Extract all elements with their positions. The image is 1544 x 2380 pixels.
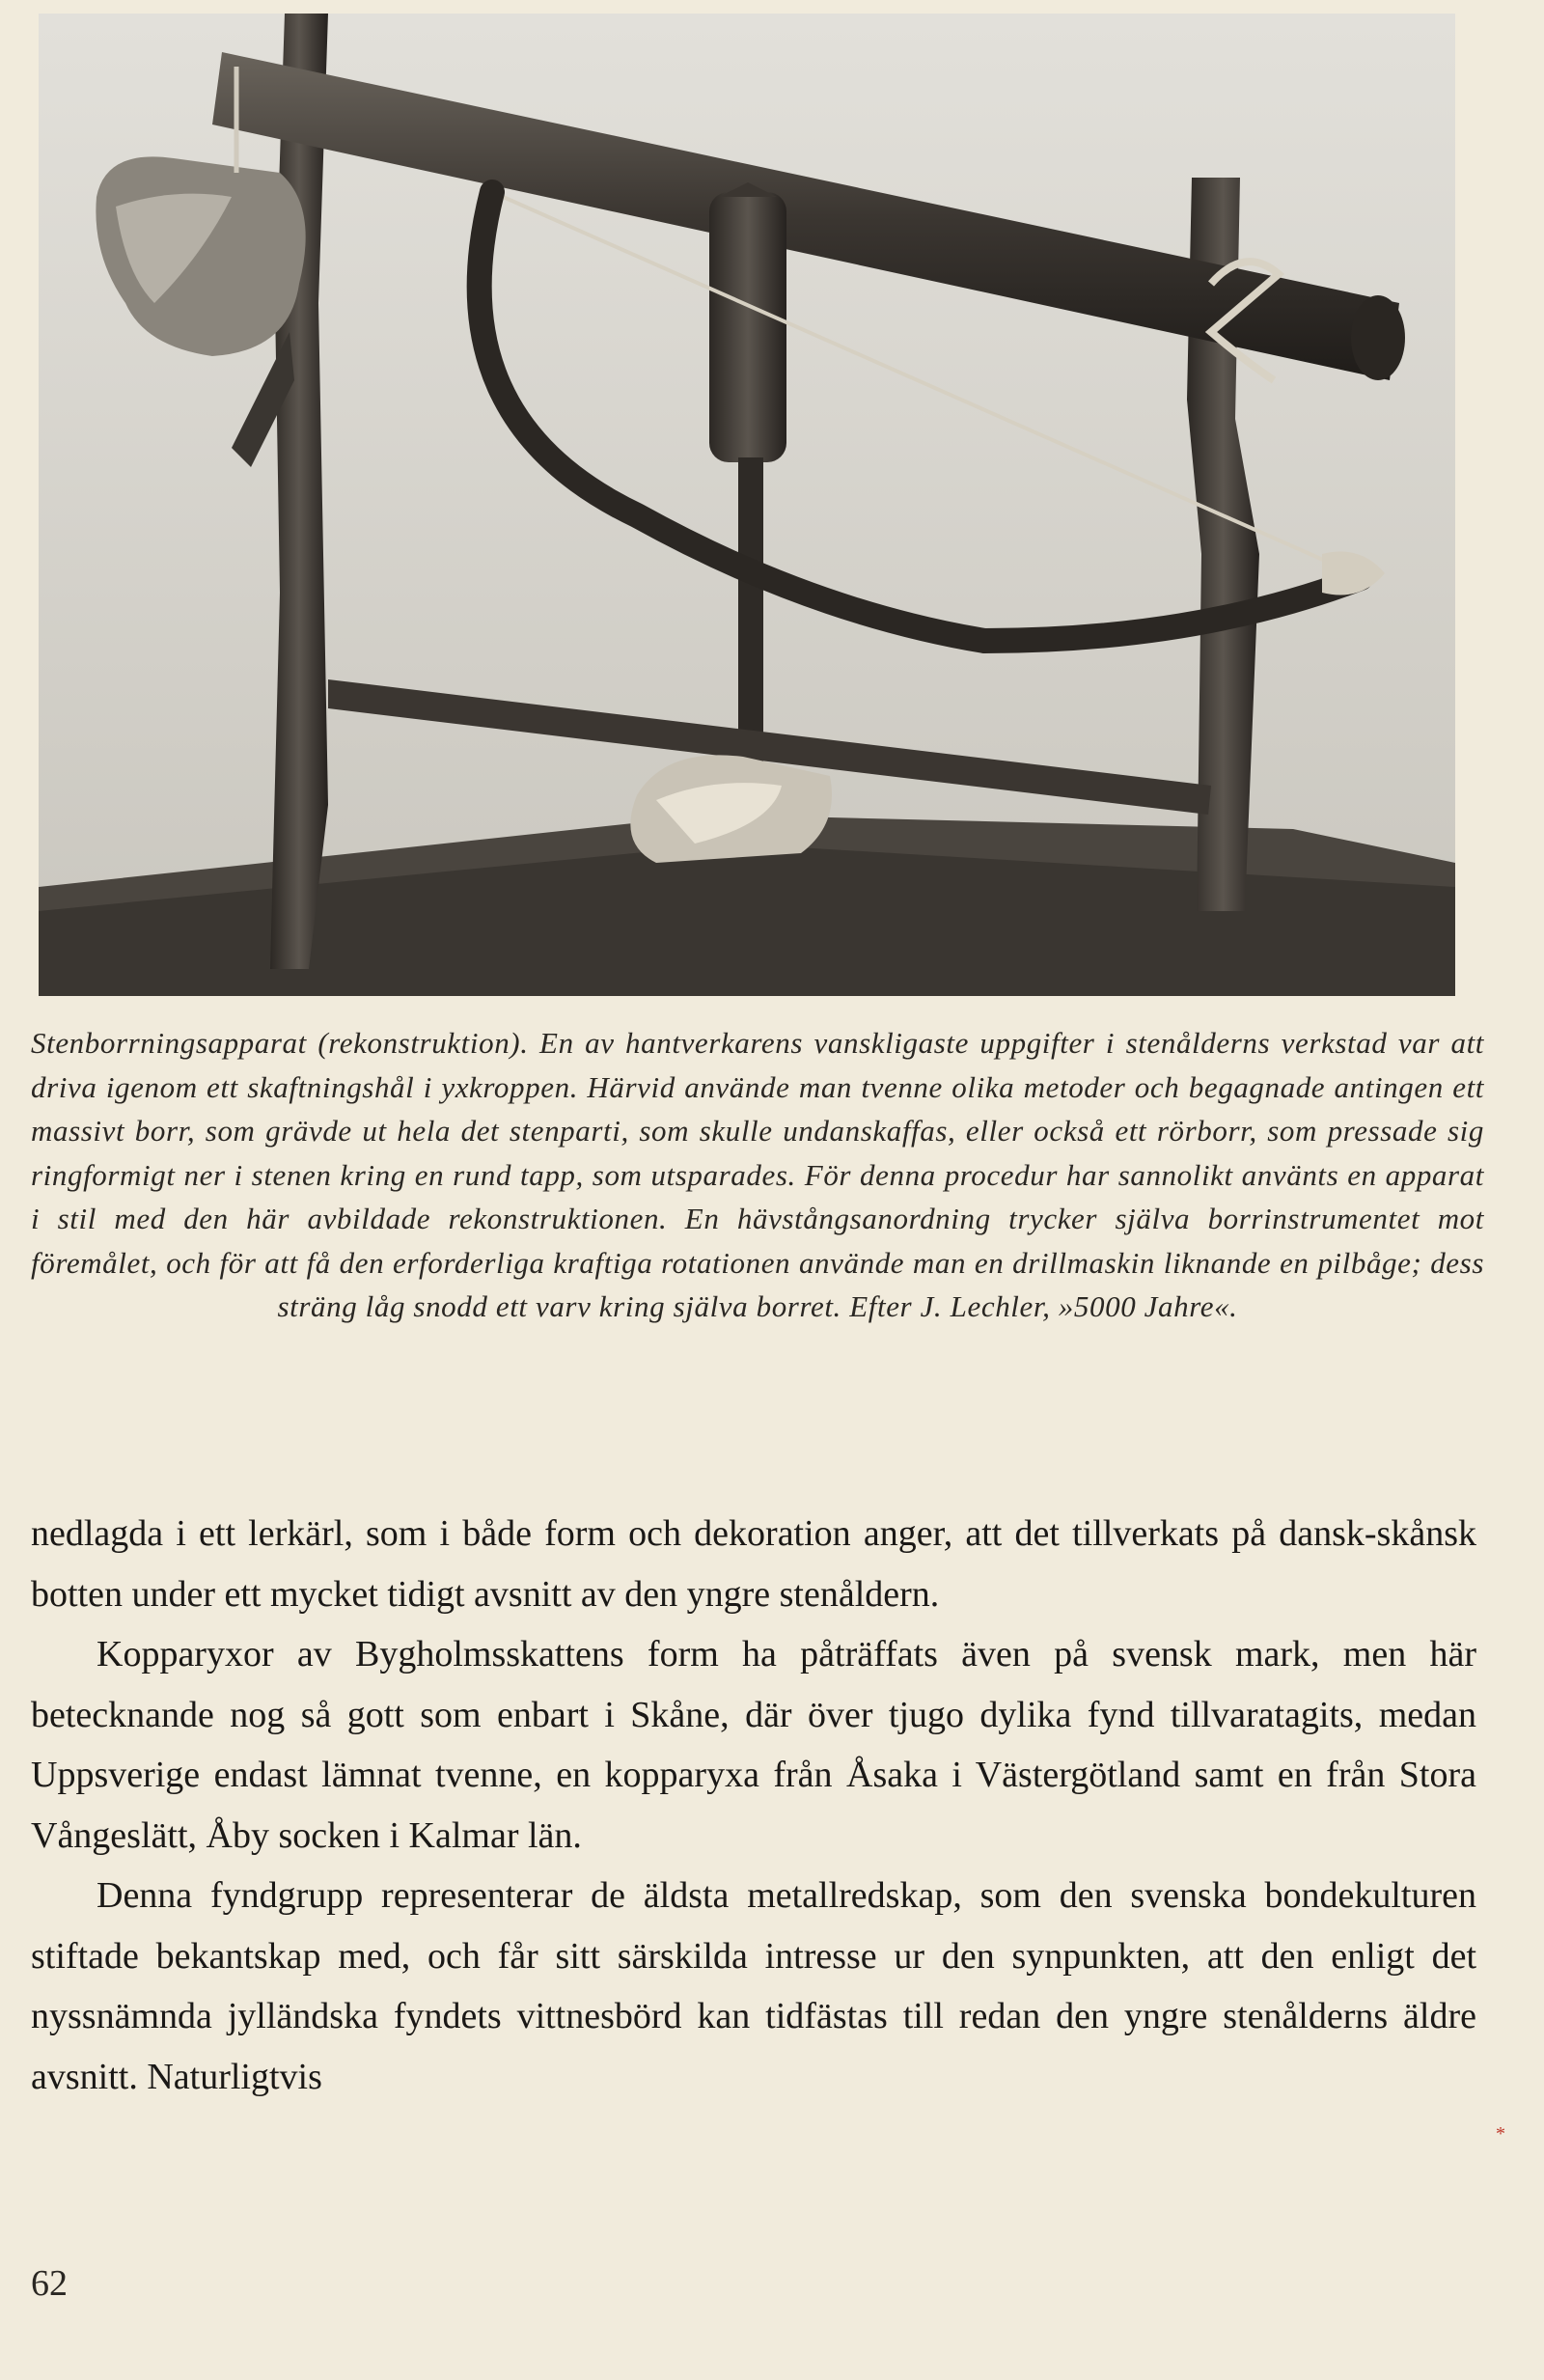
paragraph-1: nedlagda i ett lerkärl, som i både form och dekoration anger, att det tillverkats på dansk-skånsk botten under ett mycket tidigt avsnitt av den yngre stenåldern. bbox=[31, 1513, 1476, 1615]
margin-mark: * bbox=[1496, 2123, 1505, 2145]
figure-caption bbox=[31, 1021, 1484, 1329]
page-number: 62 bbox=[31, 2263, 68, 2304]
paragraph-3: Denna fyndgrupp representerar de äldsta metallredskap, som den svenska bondekulturen stiftade bekantskap med, och får sitt särskilda intresse ur den synpunkten, att den enligt det nyssnämnda jylländska fyndets vittnesbörd kan tidfästas till redan den yngre stenålderns äldre avsnitt. Naturligtvis bbox=[31, 1875, 1476, 2097]
stone-drilling-apparatus-illustration bbox=[39, 14, 1455, 996]
paragraph-2: Kopparyxor av Bygholmsskattens form ha påträffats även på svensk mark, men här betecknande nog så gott som enbart i Skåne, där över tjugo dylika fynd tillvaratagits, medan Uppsverige endast lämnat tvenne, en kopparyxa från Åsaka i Västergötland samt en från Stora Vångeslätt, Åby socken i Kalmar län. bbox=[31, 1634, 1476, 1856]
body-text bbox=[31, 1504, 1476, 2107]
figure-photo bbox=[39, 14, 1455, 996]
caption-text: Stenborrningsapparat (rekonstruktion). En av hantverkarens vanskligaste uppgifter i stenålderns verkstad var att driva igenom ett skaftningshål i yxkroppen. Härvid använde man tvenne olika metoder och begagnade antingen ett massivt borr, som grävde ut hela det stenparti, som skulle undanskaffas, eller också ett rörborr, som pressade sig ringformigt ner i stenen kring en rund tapp, som utsparades. För denna procedur har sannolikt använts en apparat i stil med den här avbildade rekonstruktionen. En hävstångsanordning trycker själva borrinstrumentet mot föremålet, och för att få den erforderliga kraftiga rotationen använde man en drillmaskin liknande en pilbåge; dess sträng låg snodd ett varv kring själva borret. Efter J. Lechler, »5000 Jahre«. bbox=[31, 1026, 1484, 1323]
